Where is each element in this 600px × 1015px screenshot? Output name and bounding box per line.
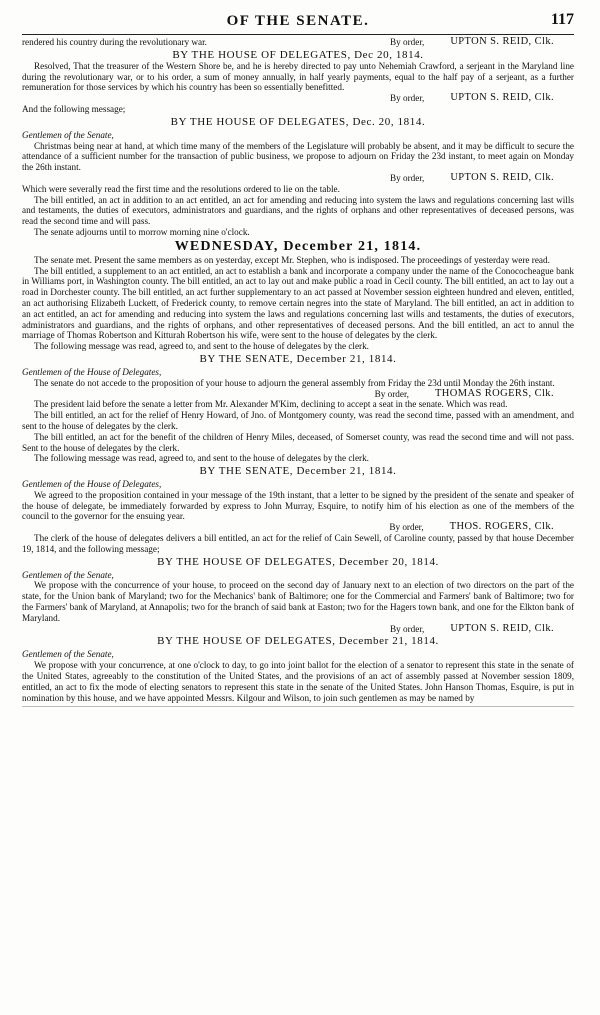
paragraph-text: The president laid before the senate a letter from Mr. Alexander M'Kim, declining to accept a seat in the senate. Which was read. [34, 399, 508, 410]
message-paragraph: The senate do not accede to the proposition of your house to adjourn the general assembly from Friday the 23d until Monday the 26th instant. [34, 377, 555, 388]
signoff-line [22, 93, 574, 104]
paragraph-text: The clerk of the house of delegates delivers a bill entitled, an act for the relief of Cain Sewell, of Caroline county, passed by that house December 19, 1814, and the following message; [22, 533, 574, 554]
signoff-line [22, 37, 574, 48]
paragraph-text: The bill entitled, a supplement to an act entitled, an act to establish a bank and incorporate a company under the name of the Conococheague bank in Williams port, in Washington county. The bill entitled, an act to lay out and make public a road in Cecil county. The bill entitled, an act to lay out a road in Dorchester county. The bill entitled, an act further supplementary to an act passed at November session eighteen hundred and eleven, entitled, an act authorising Elizabeth Luckett, of Frederick county, to remove certain negres into the state of Maryland. The bill entitled, an act in addition to an act entitled, an act for amending and reducing into system the laws and regulations concerning last wills and testaments, the duties of executors, administrators and guardians, and the rights of orphans, and other representatives of deceased persons. And the bill entitled, an act to annul the marriage of Thomas Robertson and Kitturah Robertson his wife, were sent to the house of delegates by the clerk. [22, 265, 574, 341]
resolution-paragraph: Resolved, That the treasurer of the Western Shore be, and he is hereby directed to pay unto Nehemiah Crawford, a serjeant in the Maryland line during the revolutionary war, or to his order, a sum of money annually, in half yearly payments, equal to the half pay of a serjeant, as a further remuneration for those services by which his country has been so essentially benefitted. [22, 60, 574, 93]
paragraph-text: Which were severally read the first time and the resolutions ordered to lie on the table. [22, 183, 340, 194]
signoff-line [22, 173, 574, 184]
paragraph-text: The bill entitled, an act for the benefit of the children of Henry Miles, deceased, of Somerset county, was read the second time and will not pass. Sent to the house of delegates by the clerk. [22, 431, 574, 453]
signoff-line [22, 624, 574, 635]
message-paragraph: We propose with your concurrence, at one o'clock to day, to go into joint ballot for the election of a senator to represent this state in the senate of the United States, agreeably to the constitution of the United States, and the provisions of an act of assembly passed at November session 1809, entitled, an act to fix the mode of electing senators to represent this state in the senate of the United States. John Hanson Thomas, Esquire, is put in nomination by this house, and we have appointed Messrs. Kilgour and Wilson, to join such gentlemen as may be named by [22, 660, 574, 703]
by-order: By order, [389, 623, 425, 634]
section-heading: BY THE HOUSE OF DELEGATES, December 21, 1814. [157, 635, 439, 648]
paragraph-text: The bill entitled, an act for the relief of Henry Howard, of Jno. of Montgomery county, was read the second time, passed with an amendment, and sent to the house of delegates by the clerk. [22, 410, 574, 431]
by-order: By order, [389, 93, 425, 104]
salutation: Gentlemen of the Senate, [22, 569, 114, 580]
clerk-name: THOS. ROGERS, Clk. [449, 521, 554, 533]
paragraph-text: The following message was read, agreed to, and sent to the house of delegates by the clerk. [34, 453, 369, 464]
by-order: By order, [389, 172, 425, 183]
message-paragraph: We propose with the concurrence of your house, to proceed on the second day of January next to an election of two directors on the part of the state, for the Union bank of Maryland; two for the Mechanics' bank of Baltimore; one for the Commercial and Farmers' bank of Baltimore; two for the Farmers' bank of Maryland, at Annapolis; two for the branch of said bank at Easton; two for the Hagers town bank, and one for the Elkton bank of Maryland. [22, 580, 574, 623]
paragraph-text: rendered his country during the revolutionary war. [22, 37, 207, 47]
salutation: Gentlemen of the Senate, [22, 129, 114, 140]
clerk-name: UPTON S. REID, Clk. [450, 622, 554, 634]
paragraph-text: And the following message; [22, 103, 126, 114]
running-head: OF THE SENATE. [226, 13, 370, 29]
salutation: Gentlemen of the Senate, [22, 649, 114, 660]
section-heading: BY THE HOUSE OF DELEGATES, December 20, 1814. [157, 555, 439, 568]
salutation: Gentlemen of the House of Delegates, [22, 479, 162, 490]
page-number: 117 [550, 11, 574, 28]
by-order: By order, [389, 522, 424, 533]
paragraph-text: The following message was read, agreed to, and sent to the house of delegates by the clerk. [34, 341, 369, 352]
clerk-name: THOMAS ROGERS, Clk. [434, 387, 554, 399]
page-bottom-margin [22, 706, 574, 727]
section-heading: BY THE HOUSE OF DELEGATES, Dec. 20, 1814. [170, 115, 426, 128]
salutation: Gentlemen of the House of Delegates, [22, 366, 162, 377]
by-order: By order, [389, 37, 425, 47]
signoff-line [22, 389, 574, 400]
day-heading: WEDNESDAY, December 21, 1814. [174, 238, 422, 254]
section-heading: BY THE SENATE, December 21, 1814. [199, 352, 397, 365]
clerk-name: UPTON S. REID, Clk. [450, 36, 554, 47]
signoff-line [22, 522, 574, 533]
paragraph-text: The senate met. Present the same members as on yesterday, except Mr. Stephen, who is indisposed. The proceedings of yesterday were read. [34, 254, 550, 265]
paragraph-text: The bill entitled, an act in addition to an act entitled, an act for amending and reducing into system the laws and regulations concerning last wills and testaments, the duties of executors, administrators and guardians, and the rights of orphans and other representatives of deceased persons, was read the second time and will pass. [22, 194, 574, 227]
by-order: By order, [374, 388, 409, 399]
message-paragraph: We agreed to the proposition contained in your message of the 19th instant, that a letter to be signed by the president of the senate and speaker of the house of delegate, be immediately forwarded by express to John Murray, Esquire, to notify him of his election as one of the members of the council to the governor for the ensuing year. [22, 489, 574, 522]
paragraph-text: The senate adjourns until to morrow morning nine o'clock. [34, 226, 250, 237]
section-heading: BY THE SENATE, December 21, 1814. [199, 465, 397, 478]
section-heading: BY THE HOUSE OF DELEGATES, Dec 20, 1814. [172, 48, 424, 61]
clerk-name: UPTON S. REID, Clk. [450, 92, 554, 104]
clerk-name: UPTON S. REID, Clk. [450, 171, 554, 183]
page-header [22, 11, 574, 35]
message-paragraph: Christmas being near at hand, at which time many of the members of the Legislature will probably be absent, and it may be difficult to secure the attendance of a sufficient number for the transaction of public business, we propose to adjourn on Friday the 23d instant, to meet again on Monday the 26th instant. [22, 140, 574, 173]
